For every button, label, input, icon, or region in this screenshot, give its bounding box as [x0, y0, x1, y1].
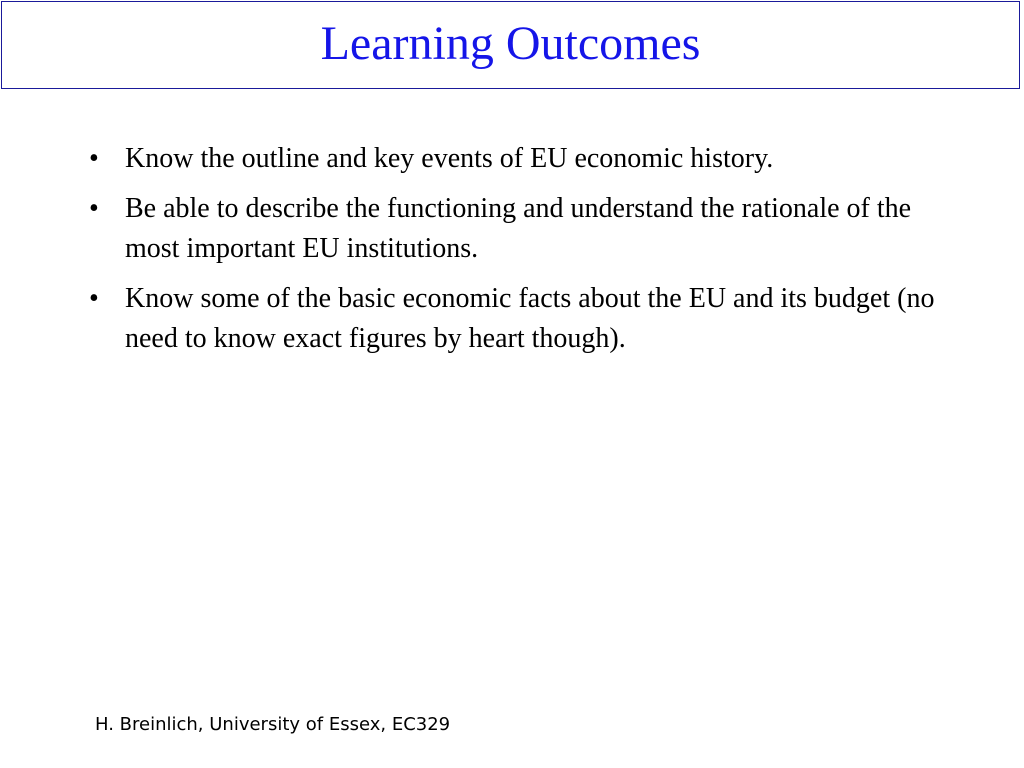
bullet-marker: •	[89, 143, 99, 174]
bullet-text: Be able to describe the functioning and understand the rationale of the most important EU institutions.	[125, 193, 912, 264]
bullet-marker: •	[89, 193, 99, 224]
slide-title: Learning Outcomes	[320, 17, 701, 70]
bullet-item	[84, 139, 944, 179]
bullet-marker: •	[89, 283, 99, 314]
bullet-item	[84, 189, 944, 269]
title-box	[1, 1, 1020, 89]
bullet-list	[84, 139, 944, 369]
bullet-text: Know some of the basic economic facts about the EU and its budget (no need to know exact figures by heart though).	[125, 283, 935, 354]
bullet-text: Know the outline and key events of EU economic history.	[125, 143, 774, 174]
slide-footer: H. Breinlich, University of Essex, EC329	[95, 714, 451, 735]
bullet-item	[84, 279, 944, 359]
